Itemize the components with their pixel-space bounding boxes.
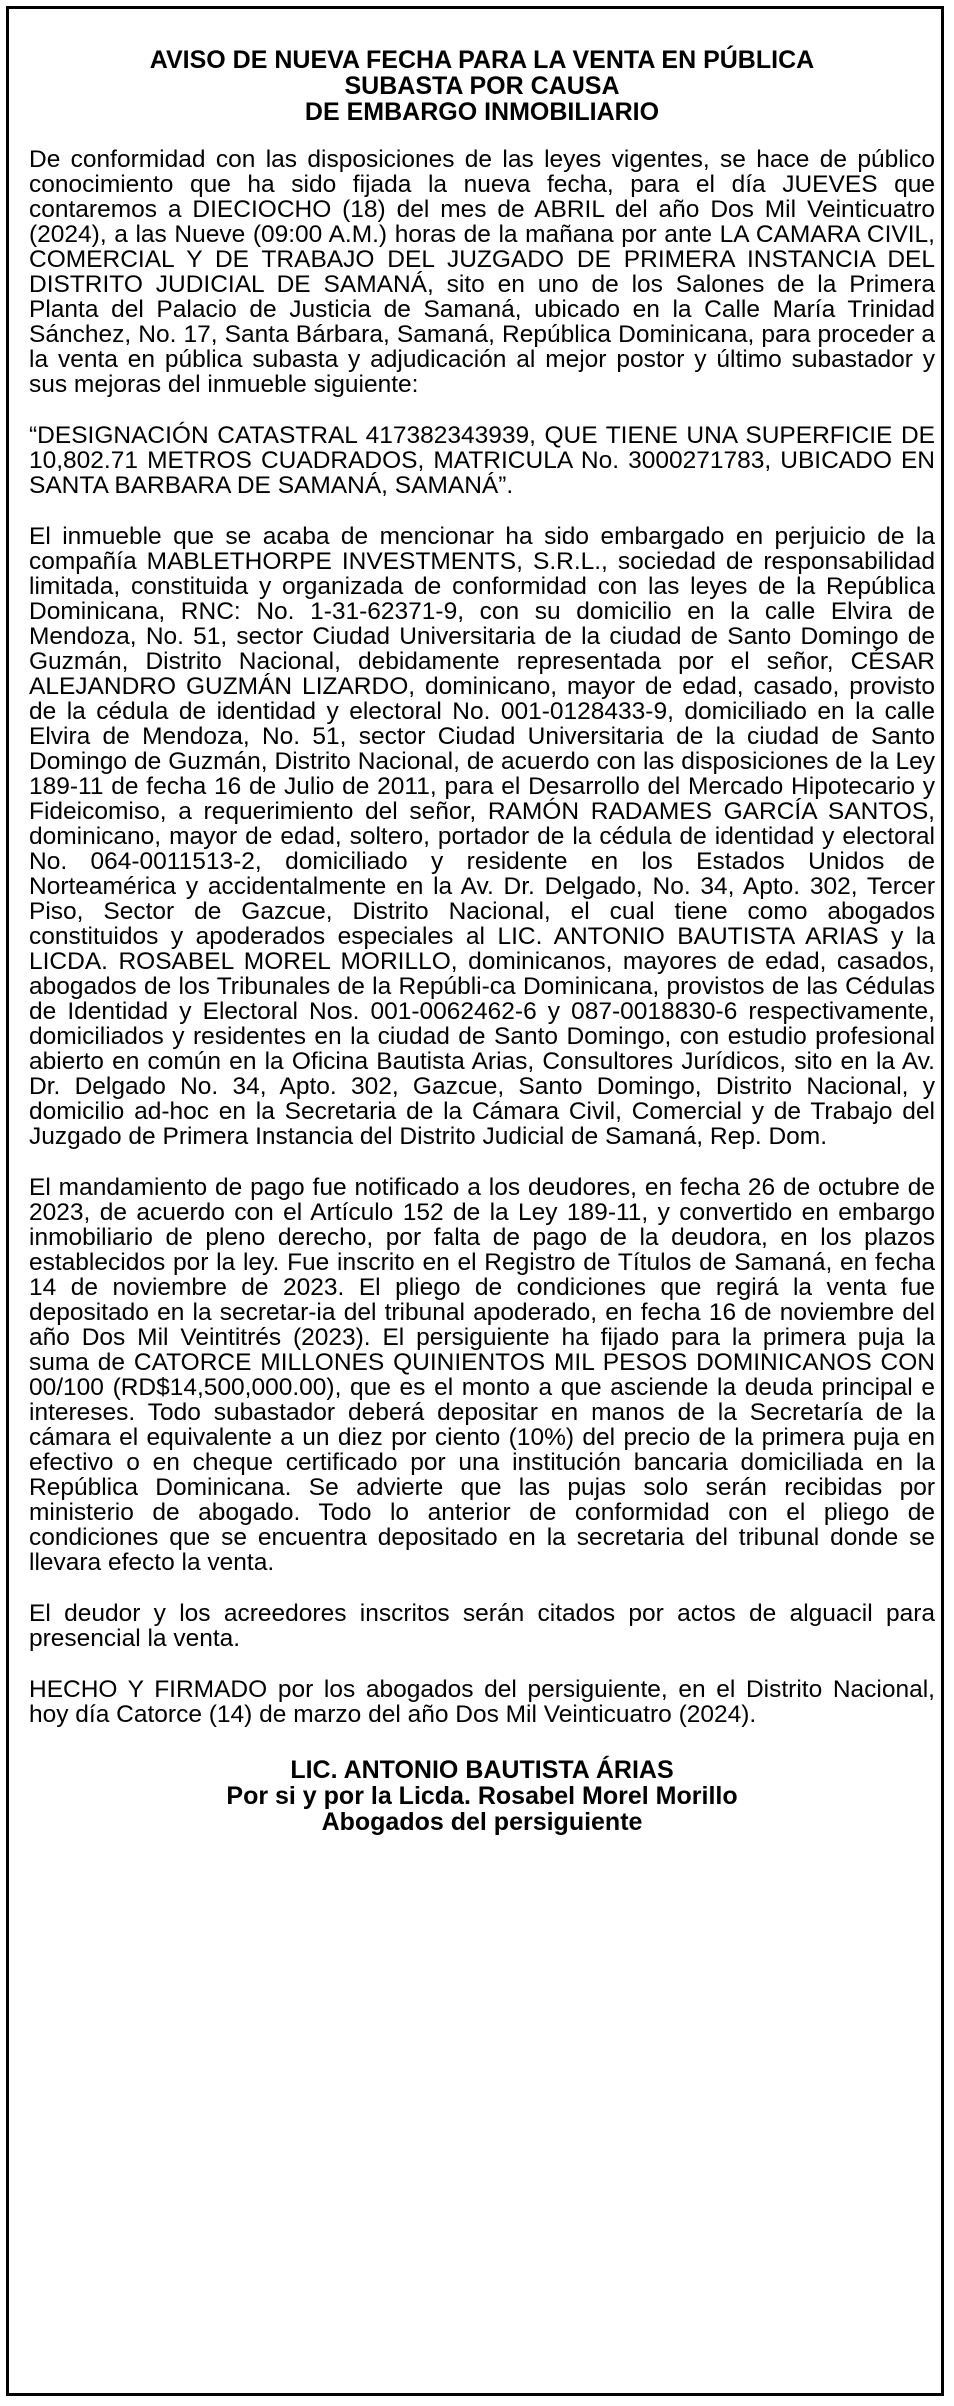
signature-name: LIC. ANTONIO BAUTISTA ÁRIAS [290, 1756, 674, 1784]
title-line-1: AVISO DE NUEVA FECHA PARA LA VENTA EN PÚBLICA [149, 46, 815, 74]
payment-conditions-paragraph: El mandamiento de pago fue notificado a los deudores, en fecha 26 de octubre de 2023, de acuerdo con el Artículo 152 de la Ley 189-11, y convertido en embargo inmobiliario de pleno derecho, por falta de pago de la deudora, en los plazos establecidos por la ley. Fue inscrito en el Registro de Títulos de Samaná, en fecha 14 de noviembre de 2023. El pliego de condiciones que regirá la venta fue depositado en la secretar-ia del tribunal apoderado, en fecha 16 de noviembre del año Dos Mil Veintitrés (2023). El persiguiente ha fijado para la primera puja la suma de CATORCE MILLONES QUINIENTOS MIL PESOS DOMINICANOS CON 00/100 (RD$14,500,000.00), que es el monto a que asciende la deuda principal e intereses. Todo subastador deberá depositar en manos de la Secretaría de la cámara el equivalente a un diez por ciento (10%) del precio de la primera puja en efectivo o en cheque certificado por una institución bancaria domiciliada en la República Dominicana. Se advierte que las pujas solo serán recibidas por ministerio de abogado. Todo lo anterior de conformidad con el pliego de condiciones que se encuentra depositado en la secretaria del tribunal donde se llevara efecto la venta. [29, 1174, 935, 1576]
signature-on-behalf: Por si y por la Licda. Rosabel Morel Morillo [226, 1782, 738, 1810]
creditors-citation-paragraph: El deudor y los acreedores inscritos serán citados por actos de alguacil para presencial la venta. [29, 1600, 935, 1652]
property-designation-paragraph: “DESIGNACIÓN CATASTRAL 417382343939, QUE TIENE UNA SUPERFICIE DE 10,802.71 METROS CUADRADOS, MATRICULA No. 3000271783, UBICADO EN SANTA BARBARA DE SAMANÁ, SAMANÁ”. [29, 422, 935, 499]
notice-title [29, 47, 935, 125]
signature-role: Abogados del persiguiente [321, 1808, 643, 1836]
seizure-parties-paragraph: El inmueble que se acaba de mencionar ha sido embargado en perjuicio de la compañía MABLETHORPE INVESTMENTS, S.R.L., sociedad de responsabilidad limitada, constituida y organizada de conformidad con las leyes de la República Dominicana, RNC: No. 1-31-62371-9, con su domicilio en la calle Elvira de Mendoza, No. 51, sector Ciudad Universitaria de la ciudad de Santo Domingo de Guzmán, Distrito Nacional, debidamente representada por el señor, CÉSAR ALEJANDRO GUZMÁN LIZARDO, dominicano, mayor de edad, casado, provisto de la cédula de identidad y electoral No. 001-0128433-9, domiciliado en la calle Elvira de Mendoza, No. 51, sector Ciudad Universitaria de la ciudad de Santo Domingo de Guzmán, Distrito Nacional, de acuerdo con las disposiciones de la Ley 189-11 de fecha 16 de Julio de 2011, para el Desarrollo del Mercado Hipotecario y Fideicomiso, a requerimiento del señor, RAMÓN RADAMES GARCÍA SANTOS, dominicano, mayor de edad, soltero, portador de la cédula de identidad y electoral No. 064-0011513-2, domiciliado y residente en los Estados Unidos de Norteamérica y accidentalmente en la Av. Dr. Delgado, No. 34, Apto. 302, Tercer Piso, Sector de Gazcue, Distrito Nacional, el cual tiene como abogados constituidos y apoderados especiales al LIC. ANTONIO BAUTISTA ARIAS y la LICDA. ROSABEL MOREL MORILLO, dominicanos, mayores de edad, casados, abogados de los Tribunales de la Repúbli-ca Dominicana, provistos de las Cédulas de Identidad y Electoral Nos. 001-0062462-6 y 087-0018830-6 respectivamente, domiciliados y residentes en la ciudad de Santo Domingo, con estudio profesional abierto en común en la Oficina Bautista Arias, Consultores Jurídicos, sito en la Av. Dr. Delgado No. 34, Apto. 302, Gazcue, Santo Domingo, Distrito Nacional, y domicilio ad-hoc en la Secretaria de la Cámara Civil, Comercial y de Trabajo del Juzgado de Primera Instancia del Distrito Judicial de Samaná, Rep. Dom. [29, 523, 935, 1150]
signature-block [29, 1757, 935, 1835]
auction-date-paragraph: De conformidad con las disposiciones de las leyes vigentes, se hace de público conocimiento que ha sido fijada la nueva fecha, para el día JUEVES que contaremos a DIECIOCHO (18) del mes de ABRIL del año Dos Mil Veinticuatro (2024), a las Nueve (09:00 A.M.) horas de la mañana por ante LA CAMARA CIVIL, COMERCIAL Y DE TRABAJO DEL JUZGADO DE PRIMERA INSTANCIA DEL DISTRITO JUDICIAL DE SAMANÁ, sito en uno de los Salones de la Primera Planta del Palacio de Justicia de Samaná, ubicado en la Calle María Trinidad Sánchez, No. 17, Santa Bárbara, Samaná, República Dominicana, para proceder a la venta en pública subasta y adjudicación al mejor postor y último subastador y sus mejoras del inmueble siguiente: [29, 146, 935, 398]
title-line-3: DE EMBARGO INMOBILIARIO [304, 98, 660, 126]
title-line-2: SUBASTA POR CAUSA [344, 72, 620, 100]
notice-content [29, 47, 935, 1835]
signed-date-paragraph: HECHO Y FIRMADO por los abogados del persiguiente, en el Distrito Nacional, hoy día Catorce (14) de marzo del año Dos Mil Veinticuatro (2024). [29, 1676, 935, 1728]
notice-border [6, 6, 944, 2396]
